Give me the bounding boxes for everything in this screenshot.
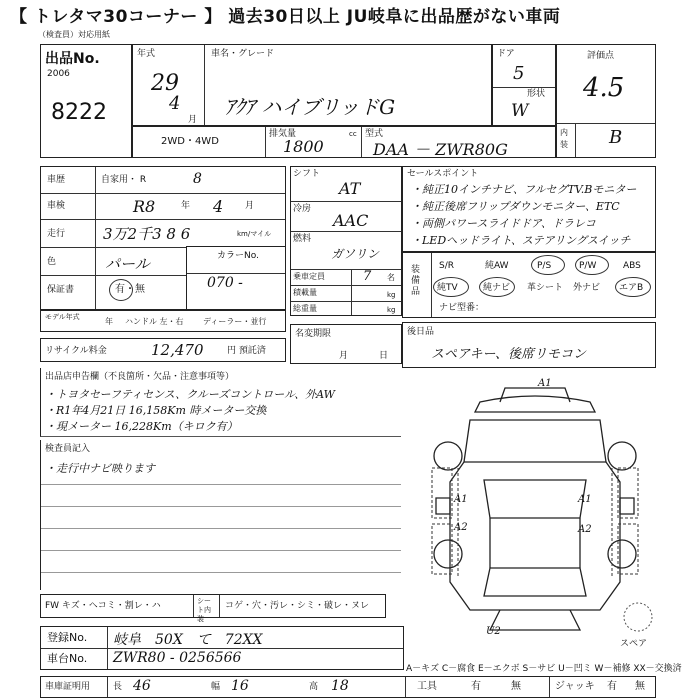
subtitle: （検査員）対応用紙	[38, 30, 110, 39]
damage-legend-row	[40, 594, 386, 623]
sales-point-line: ・純正後席フリップダウンモニター、ETC	[411, 200, 620, 213]
model-value: DAA － ZWR80G	[373, 140, 508, 159]
inspector-line: ・走行中ナビ映ります	[45, 462, 155, 475]
name-change-box	[290, 324, 402, 364]
damage-code-legend: A－キズ C－腐食 E－エクボ S－サビ U－凹ミ W－補修 XX－交換済	[406, 664, 682, 674]
interior-value: B	[609, 127, 623, 148]
chassis-value: ZWR80 - 0256566	[113, 650, 242, 666]
circle-mark	[479, 277, 515, 297]
history-value: 8	[193, 171, 202, 187]
load-unit: kg	[387, 291, 396, 299]
note-line: ・トヨタセーフティセンス、クルーズコントロール、外AW	[45, 388, 335, 401]
history-options: 自家用・ R	[101, 175, 147, 185]
aircon-label: 冷房	[293, 204, 312, 214]
capacity-label: 乗車定員	[293, 272, 325, 281]
inspection-month-unit: 月	[245, 201, 255, 211]
mileage-value: 3万2千3 8 6	[103, 225, 191, 243]
mileage-unit: km/マイル	[237, 230, 272, 238]
note-line: ・現メーター 16,228Km（キロク有）	[45, 420, 238, 433]
year-label: 年式	[137, 49, 156, 59]
tools-has: 有	[471, 681, 481, 692]
lot-box	[40, 44, 132, 158]
accessories-label: 後日品	[407, 327, 435, 337]
model-year-row	[40, 310, 286, 332]
handle-options: ハンドル 左・右	[125, 317, 184, 326]
shift-value: AT	[339, 179, 361, 198]
drive-label: 2WD・4WD	[161, 136, 219, 147]
cc-unit: cc	[349, 130, 357, 138]
sales-points-box	[402, 166, 656, 252]
seat-label: シート内装	[197, 597, 211, 623]
equip-tv: 純TV	[437, 283, 458, 293]
door-value: 5	[513, 63, 525, 84]
inspection-month: 4	[213, 197, 224, 216]
navi-model-label: ナビ型番：	[439, 303, 485, 313]
sales-point-line: ・LEDヘッドライト、ステアリングスイッチ	[411, 234, 631, 247]
equip-ext-navi: 外ナビ	[573, 283, 601, 293]
sales-point-line: ・純正10インチナビ、フルセグTV.Bモニター	[411, 183, 637, 196]
interior-label: 内装	[560, 128, 568, 149]
name-change-day: 日	[379, 351, 389, 361]
inspection-year: R8	[133, 197, 156, 216]
door-label: ドア	[497, 49, 515, 59]
damage-mark: A2	[454, 522, 468, 533]
accessories-box	[402, 322, 656, 368]
chassis-label: 車台No.	[47, 652, 88, 665]
aircon-value: AAC	[333, 211, 369, 230]
notes-area	[40, 368, 401, 437]
size-wid-label: 幅	[211, 682, 221, 692]
circle-mark	[575, 255, 609, 275]
damage-mark: A1	[578, 494, 592, 505]
recycle-label: リサイクル料金	[45, 346, 107, 356]
equipment-label: 装備品	[411, 265, 421, 297]
circle-mark	[433, 277, 469, 297]
reg-label: 登録No.	[47, 631, 88, 644]
equipment-box	[402, 252, 656, 318]
note-line: ・R1年4月21日 16,158Km 時メーター交換	[45, 404, 267, 417]
recycle-unit: 円 預託済	[227, 346, 266, 356]
shift-box	[290, 166, 402, 316]
fuel-value: ガソリン	[331, 247, 380, 261]
size-len: 46	[133, 678, 151, 694]
fuel-label: 燃料	[293, 234, 312, 244]
lot-stamp: 2006	[47, 69, 70, 79]
damage-mark: A1	[454, 494, 468, 505]
sales-points-label: セールスポイント	[407, 169, 479, 179]
bottom-row	[40, 676, 656, 698]
damage-mark: U2	[486, 626, 501, 637]
shift-label: シフト	[293, 169, 321, 179]
sales-point-line: ・両側パワースライドドア、ドラレコ	[411, 217, 596, 230]
vehicle-name: ｱｸｱ ハイブリッドG	[225, 95, 396, 119]
model-year-label: モデル年式	[45, 313, 80, 321]
equip-abs: ABS	[623, 261, 641, 271]
equip-pw: P/W	[579, 261, 597, 271]
history-label: 車歴	[47, 175, 66, 185]
spare-circle	[624, 603, 652, 631]
total-label: 総重量	[293, 304, 317, 313]
capacity-value: 7	[363, 269, 372, 284]
inspection-year-unit: 年	[181, 201, 191, 211]
capacity-unit: 名	[387, 273, 395, 282]
notes-label: 出品店申告欄（不良箇所・欠品・注意事項等）	[45, 372, 235, 382]
score-value: 4.5	[583, 73, 625, 103]
color-code-box	[186, 246, 286, 310]
warranty-label: 保証書	[47, 285, 75, 295]
score-box	[556, 44, 656, 158]
equip-ps: P/S	[537, 261, 552, 271]
month-value: 4	[169, 93, 181, 114]
stain-legend: コゲ・穴・汚レ・シミ・破レ・ヌレ	[225, 601, 370, 611]
tools-none: 無	[511, 681, 521, 692]
name-label: 車名・グレード	[211, 49, 275, 59]
engine-row	[132, 126, 556, 158]
color-label: 色	[47, 257, 57, 267]
recycle-row	[40, 338, 286, 362]
jack-label: ジャッキ	[555, 681, 595, 692]
color-code-label: カラーNo.	[217, 251, 259, 261]
damage-mark: A1	[538, 378, 552, 389]
car-outline	[434, 388, 636, 630]
total-unit: kg	[387, 306, 396, 314]
equip-leather: 革シート	[527, 283, 564, 293]
equip-airbag: エアB	[619, 283, 644, 293]
recycle-value: 12,470	[151, 341, 204, 359]
inspector-label: 検査員記入	[45, 444, 91, 454]
size-wid: 16	[231, 678, 249, 694]
damage-diagram	[410, 372, 660, 649]
vehicle-box	[132, 44, 492, 126]
score-label: 評価点	[587, 51, 615, 61]
equip-aw: 純AW	[485, 261, 509, 271]
disp-value: 1800	[283, 137, 324, 156]
size-len-label: 長	[113, 682, 123, 692]
equip-navi: 純ナビ	[483, 283, 511, 293]
lot-label: 出品No.	[45, 51, 100, 67]
jack-none: 無	[635, 681, 645, 692]
warranty-selected-mark	[109, 279, 133, 301]
jack-has: 有	[607, 681, 617, 692]
inspection-label: 車検	[47, 201, 66, 211]
load-label: 積載量	[293, 288, 317, 297]
color-code-value: 070 -	[207, 275, 243, 291]
month-unit: 月	[188, 115, 198, 125]
lot-number: 8222	[51, 100, 107, 125]
year-value: 29	[151, 71, 179, 96]
banner-title: 【 トレタマ30コーナー 】 過去30日以上 JU岐阜に出品歴がない車両	[10, 7, 561, 27]
size-hei: 18	[331, 678, 349, 694]
size-hei-label: 高	[309, 682, 319, 692]
shape-label: 形状	[527, 89, 546, 99]
damage-legend: FW キズ・ヘコミ・割レ・ハ	[45, 601, 161, 611]
name-change-label: 名変期限	[295, 329, 332, 339]
circle-mark	[531, 255, 565, 275]
dealer-options: ディーラー・並行	[203, 317, 267, 326]
damage-mark: A2	[578, 524, 592, 535]
shape-value: W	[511, 101, 529, 121]
tools-label: 工具	[417, 681, 437, 692]
disp-label: 排気量	[269, 129, 297, 139]
model-year-unit: 年	[105, 317, 113, 326]
model-label: 型式	[365, 129, 384, 139]
spare-label: スペア	[620, 639, 648, 649]
reg-box	[40, 626, 404, 670]
inspector-area	[40, 440, 401, 590]
accessories-value: スペアキー、後席リモコン	[431, 347, 586, 362]
color-value: パール	[105, 255, 150, 273]
equip-sr: S/R	[439, 261, 454, 271]
size-label: 車庫証明用	[45, 682, 91, 692]
mileage-label: 走行	[47, 229, 66, 239]
circle-mark	[615, 277, 651, 297]
name-change-month: 月	[339, 351, 349, 361]
reg-value: 岐阜 50X て 72XX	[113, 632, 263, 648]
door-box	[492, 44, 556, 126]
warranty-options: 有・無	[115, 284, 145, 295]
